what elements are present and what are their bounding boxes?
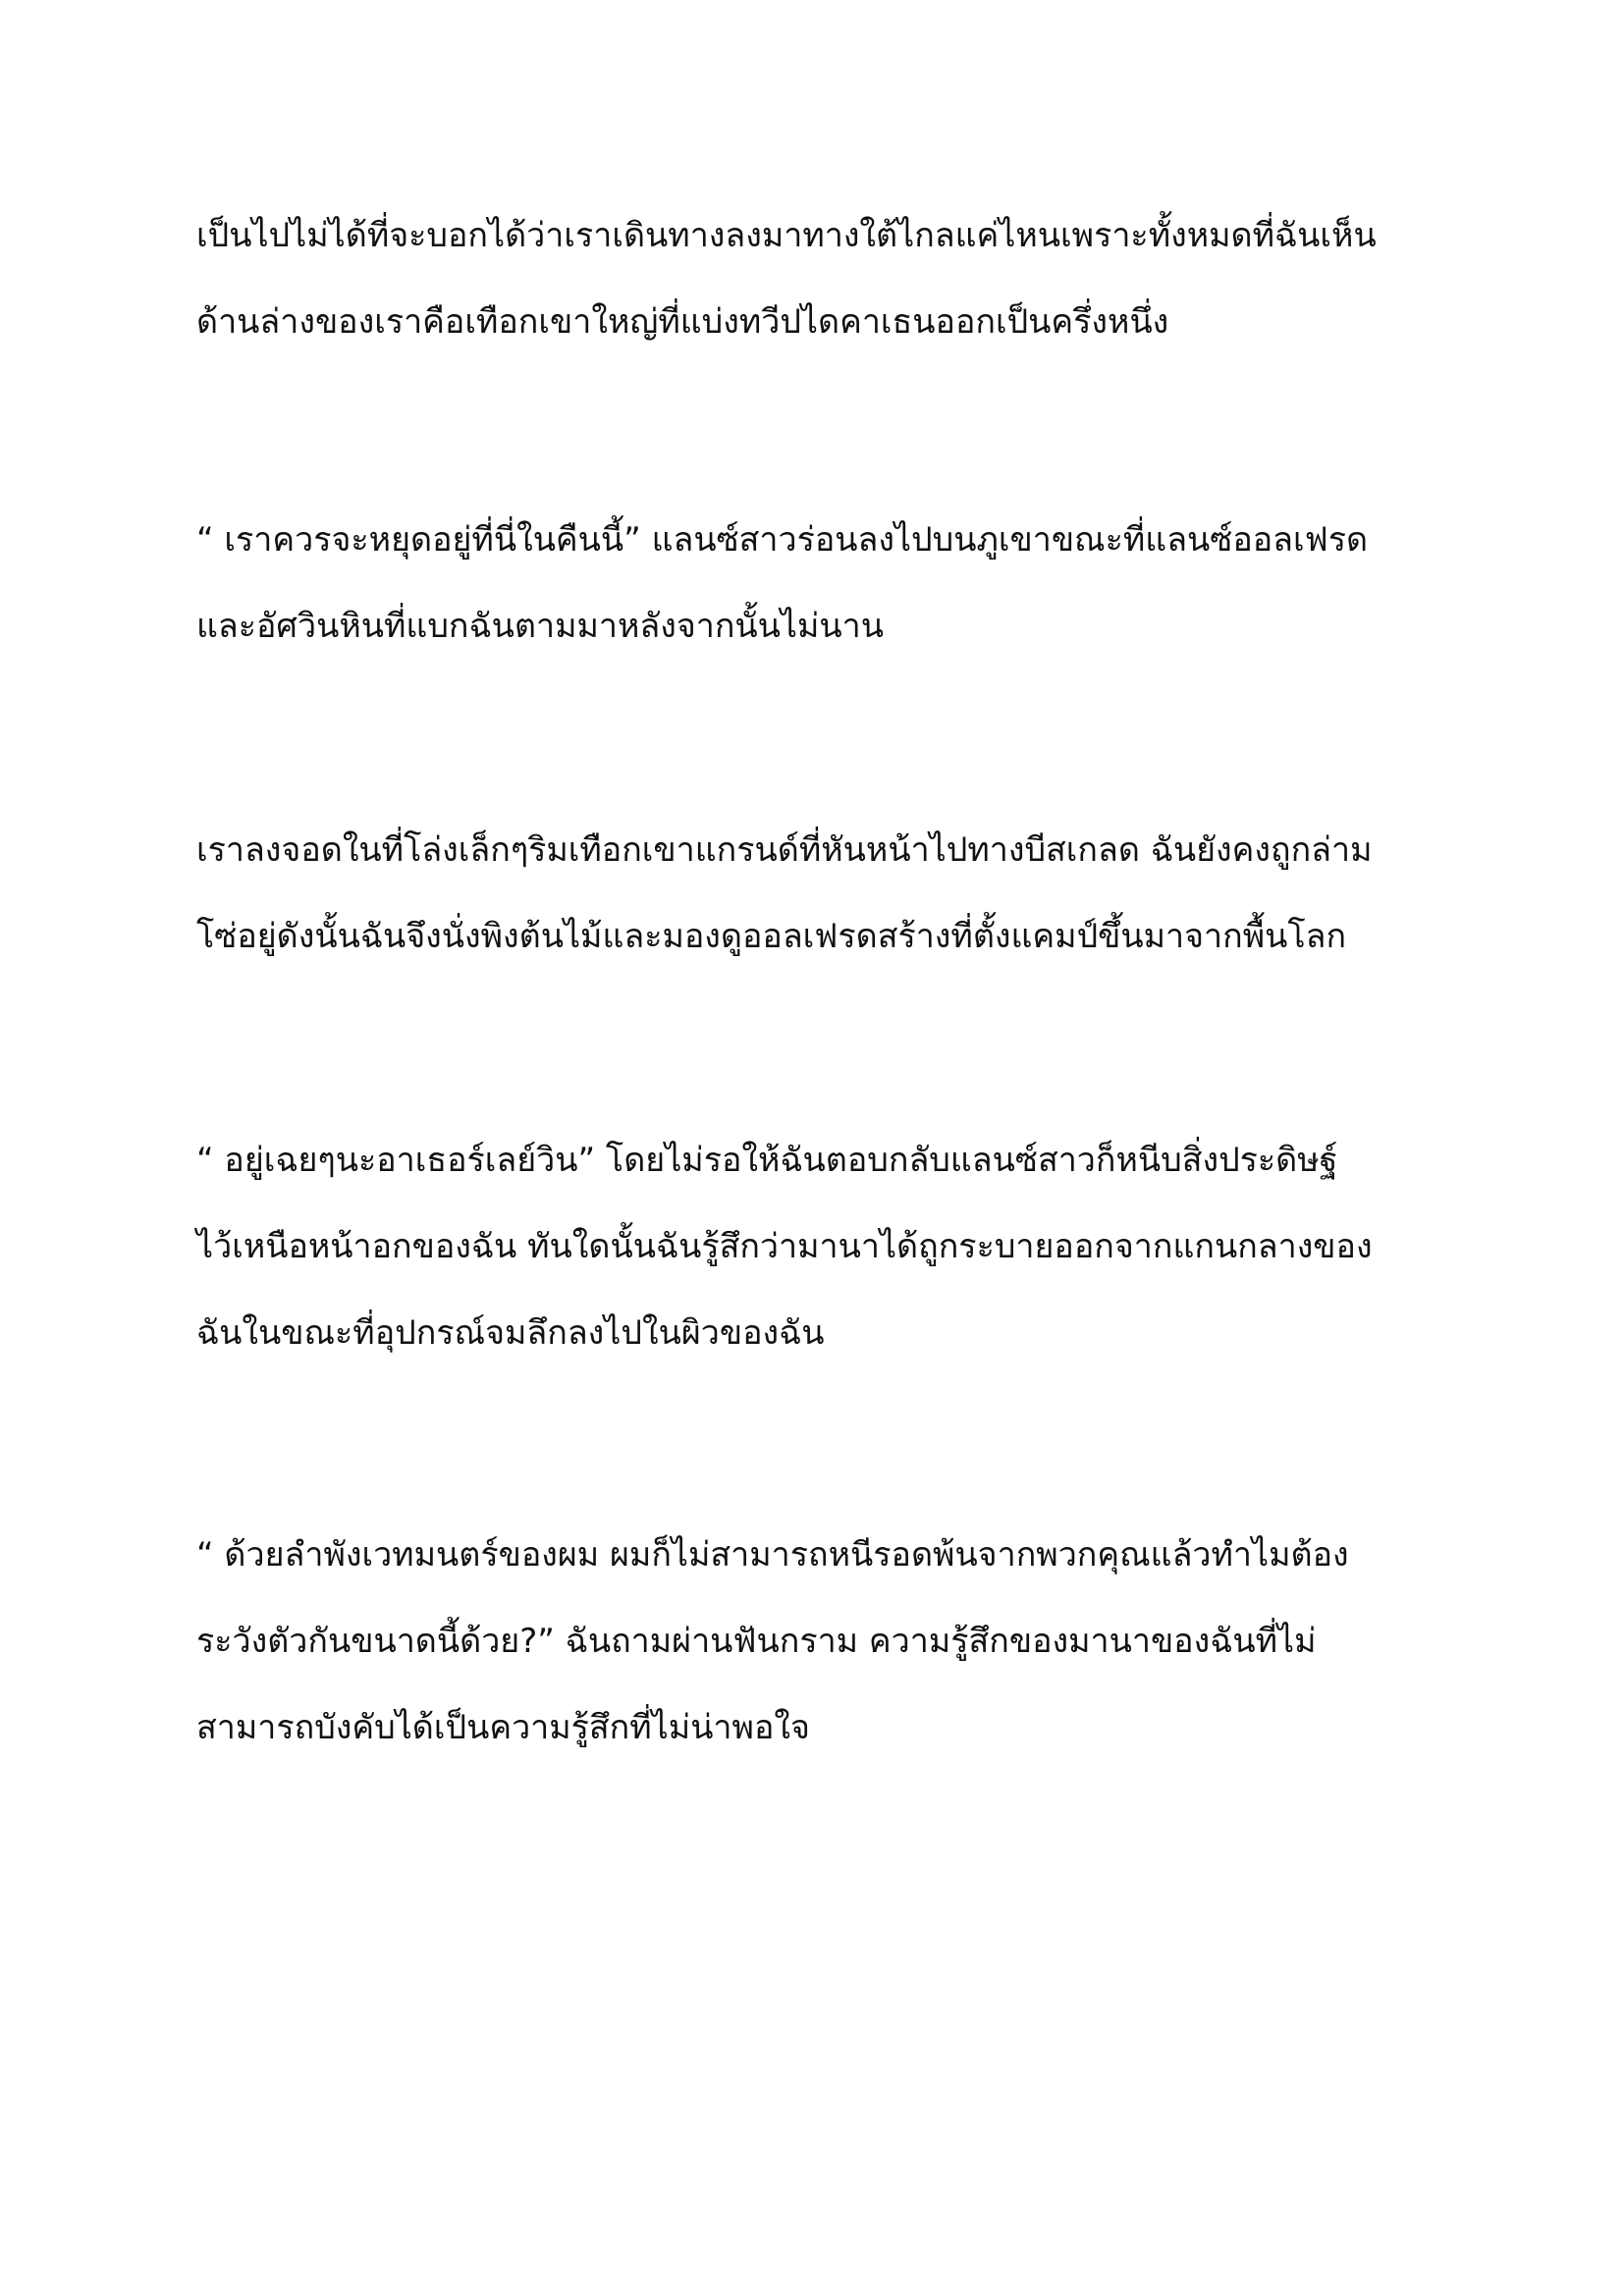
paragraph-2-line-2: และอัศวินหินที่แบกฉันตามมาหลังจากนั้นไม่นาน: [196, 607, 885, 646]
paragraph-5-line-3: สามารถบังคับได้เป็นความรู้สึกที่ไม่น่าพอใจ: [196, 1708, 810, 1747]
paragraph-2: [196, 497, 1434, 669]
paragraph-4-line-3: ฉันในขณะที่อุปกรณ์จมลึกลงไปในผิวของฉัน: [196, 1313, 825, 1353]
paragraph-1-line-2: ด้านล่างของเราคือเทือกเขาใหญ่ที่แบ่งทวีปไดคาเธนออกเป็นครึ่งหนึ่ง: [196, 302, 1169, 342]
paragraph-5-line-2: ระวังตัวกันขนาดนี้ด้วย?” ฉันถามผ่านฟันกราม ความรู้สึกของมานาของฉันที่ไม่: [196, 1622, 1317, 1661]
paragraph-3-line-1: เราลงจอดในที่โล่งเล็กๆริมเทือกเขาแกรนด์ที่หันหน้าไปทางบีสเกลด ฉันยังคงถูกล่าม: [196, 830, 1373, 870]
paragraph-4-line-2: ไว้เหนือหน้าอกของฉัน ทันใดนั้นฉันรู้สึกว่ามานาได้ถูกระบายออกจากแกนกลางของ: [196, 1227, 1373, 1266]
paragraph-4: [196, 1117, 1434, 1376]
paragraph-3: [196, 807, 1434, 980]
paragraph-1-line-1: เป็นไปไม่ได้ที่จะบอกได้ว่าเราเดินทางลงมาทางใต้ไกลแค่ไหนเพราะทั้งหมดที่ฉันเห็น: [196, 216, 1377, 255]
paragraph-4-line-1: “ อยู่เฉยๆนะอาเธอร์เลย์วิน” โดยไม่รอให้ฉันตอบกลับแลนซ์สาวก็หนีบสิ่งประดิษฐ์: [196, 1141, 1338, 1180]
paragraph-5-line-1: “ ด้วยลำพังเวทมนตร์ของผม ผมก็ไม่สามารถหนีรอดพ้นจากพวกคุณแล้วทำไมต้อง: [196, 1535, 1349, 1575]
paragraph-3-line-2: โซ่อยู่ดังนั้นฉันจึงนั่งพิงต้นไม้และมองดูออลเฟรดสร้างที่ตั้งแคมป์ขึ้นมาจากพื้นโลก: [196, 917, 1347, 956]
paragraph-1: [196, 192, 1434, 365]
paragraph-2-line-1: “ เราควรจะหยุดอยู่ที่นี่ในคืนนี้” แลนซ์สาวร่อนลงไปบนภูเขาขณะที่แลนซ์ออลเฟรด: [196, 520, 1369, 560]
paragraph-5: [196, 1512, 1434, 1771]
